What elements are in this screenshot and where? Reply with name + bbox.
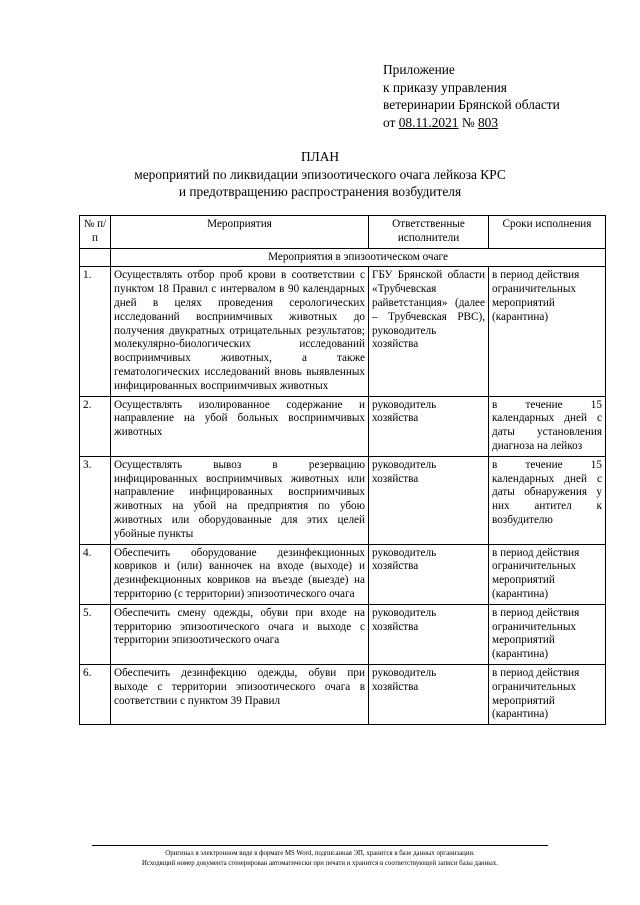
order-date: 08.11.2021 xyxy=(398,114,459,130)
table-header-row xyxy=(80,216,606,249)
section-title: Мероприятия в эпизоотическом очаге xyxy=(111,248,606,267)
row-executor: руководитель хозяйства xyxy=(369,544,489,604)
number-prefix: № xyxy=(458,114,478,130)
row-num: 5. xyxy=(80,604,111,664)
footer-line-2: Исходящий номер документа сгенерирован автоматически при печати и хранится в соответствующей записи базы данных. xyxy=(142,860,498,867)
plan-subtitle-line2: и предотвращению распространения возбудителя xyxy=(178,184,462,199)
row-measure: Осуществлять отбор проб крови в соответствии с пунктом 18 Правил с интервалом в 90 календарных дней в целях проведения серологических исследований восприимчивых животных до получения двукратных отрицательных результатов; молекулярно-биологических исследований восприимчивых животных, а также гематологических исследований вновь выявленных инфицированных восприимчивых животных xyxy=(111,267,369,396)
section-row xyxy=(80,248,606,267)
row-num: 2. xyxy=(80,396,111,456)
row-term: в период действия ограничительных мероприятий (карантина) xyxy=(489,267,606,396)
row-term: в период действия ограничительных мероприятий (карантина) xyxy=(489,604,606,664)
footer-line-1: Оригинал в электронном виде в формате MS Word, подписанная ЭП, хранится в базе данных организации. xyxy=(165,850,475,857)
row-num: 1. xyxy=(80,267,111,396)
table-row xyxy=(80,267,606,396)
row-executor: ГБУ Брянской области «Трубчевская райветстанция» (далее – Трубчевская РВС), руководитель хозяйства xyxy=(369,267,489,396)
plan-title xyxy=(0,148,640,201)
row-measure: Обеспечить оборудование дезинфекционных ковриков и (или) ванночек на входе (выходе) и дезинфекционных ковриков на въезде (выезде) на территорию (с территории) эпизоотического очага xyxy=(111,544,369,604)
appendix-date-line xyxy=(383,114,560,132)
row-measure: Обеспечить смену одежды, обуви при входе на территорию эпизоотического очага и выходе с территории эпизоотического очага xyxy=(111,604,369,664)
row-term: в период действия ограничительных мероприятий (карантина) xyxy=(489,544,606,604)
row-num: 6. xyxy=(80,664,111,724)
appendix-authority-line: ветеринарии Брянской области xyxy=(383,97,560,112)
plan-subtitle-line1: мероприятий по ликвидации эпизоотического очага лейкоза КРС xyxy=(134,166,506,182)
table-row xyxy=(80,544,606,604)
row-measure: Осуществлять вывоз в резервацию инфицированных восприимчивых животных или направление инфицированных восприимчивых животных на убой на предприятия по убою животных или оборудованные для этих целей убойные пункты xyxy=(111,456,369,544)
header-measures: Мероприятия xyxy=(111,216,369,249)
row-num: 3. xyxy=(80,456,111,544)
row-measure: Обеспечить дезинфекцию одежды, обуви при выходе с территории эпизоотического очага в соответствии с пунктом 39 Правил xyxy=(111,664,369,724)
row-executor: руководитель хозяйства xyxy=(369,664,489,724)
appendix-order-line: к приказу управления xyxy=(383,79,507,95)
table-row xyxy=(80,456,606,544)
row-term: в период действия ограничительных мероприятий (карантина) xyxy=(489,664,606,724)
footer-divider xyxy=(92,845,548,846)
table-row xyxy=(80,664,606,724)
table-row xyxy=(80,604,606,664)
header-terms: Сроки исполнения xyxy=(489,216,606,249)
date-prefix: от xyxy=(383,114,399,130)
order-number: 803 xyxy=(477,114,499,130)
appendix-title: Приложение xyxy=(383,62,455,77)
row-term: в течение 15 календарных дней с даты установления диагноза на лейкоз xyxy=(489,396,606,456)
measures-table xyxy=(79,215,606,725)
row-executor: руководитель хозяйства xyxy=(369,604,489,664)
footer-note xyxy=(0,849,640,869)
table-row xyxy=(80,396,606,456)
row-executor: руководитель хозяйства xyxy=(369,396,489,456)
header-num: № п/п xyxy=(80,216,111,249)
appendix-block xyxy=(383,61,560,131)
plan-heading: ПЛАН xyxy=(300,149,340,164)
header-executors: Ответственные исполнители xyxy=(369,216,489,249)
row-executor: руководитель хозяйства xyxy=(369,456,489,544)
row-num: 4. xyxy=(80,544,111,604)
row-term: в течение 15 календарных дней с даты обнаружения у них антител к возбудителю xyxy=(489,456,606,544)
row-measure: Осуществлять изолированное содержание и направление на убой больных восприимчивых животных xyxy=(111,396,369,456)
